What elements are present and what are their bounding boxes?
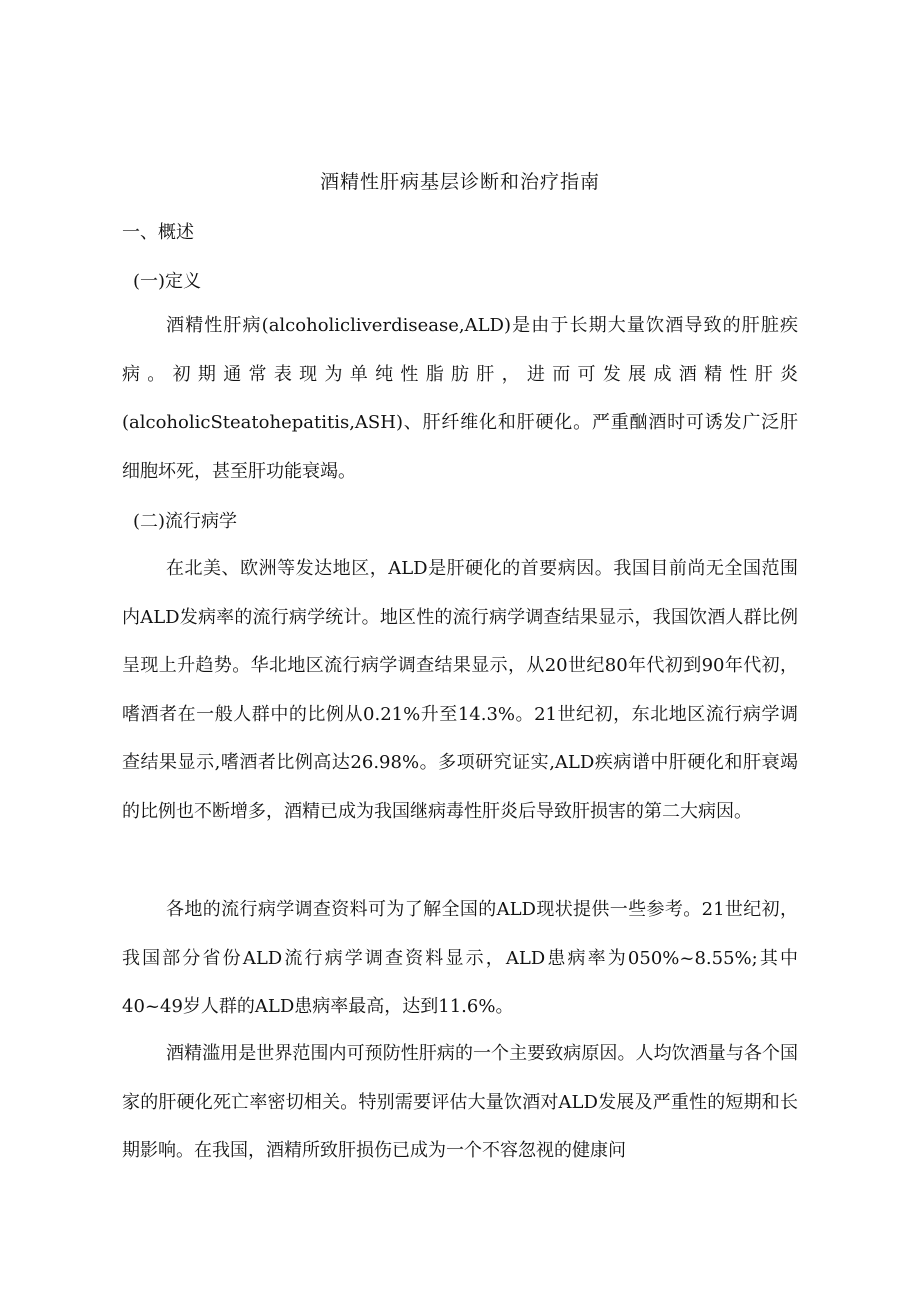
paragraph-epidemiology-1: 在北美、欧洲等发达地区，ALD是肝硬化的首要病因。我国目前尚无全国范围内ALD发病率的流行病学统计。地区性的流行病学调查结果显示，我国饮酒人群比例呈现上升趋势。华北地区流行病学调查结果显示，从20世纪80年代初到90年代初，嗜酒者在一般人群中的比例从0.21%升至14.3%。21世纪初，东北地区流行病学调查结果显示,嗜酒者比例高达26.98%。多项研究证实,ALD疾病谱中肝硬化和肝衰竭的比例也不断增多，酒精已成为我国继病毒性肝炎后导致肝损害的第二大病因。 — [122, 558, 798, 822]
section-heading-overview: 一、概述 — [122, 222, 194, 243]
subsection-heading-epidemiology: (二)流行病学 — [133, 511, 238, 532]
document-title: 酒精性肝病基层诊断和治疗指南 — [319, 171, 600, 193]
paragraph-definition: 酒精性肝病(alcoholicliverdisease,ALD)是由于长期大量饮酒导致的肝脏疾病。初期通常表现为单纯性脂肪肝，进而可发展成酒精性肝炎(alcoholicSteatohepatitis,ASH)、肝纤维化和肝硬化。严重酗酒时可诱发广泛肝细胞坏死，甚至肝功能衰竭。 — [122, 315, 798, 482]
paragraph-epidemiology-2: 各地的流行病学调查资料可为了解全国的ALD现状提供一些参考。21世纪初，我国部分省份ALD流行病学调查资料显示，ALD患病率为050%~8.55%;其中40~49岁人群的ALD患病率最高，达到11.6%。 — [122, 899, 798, 1017]
paragraph-epidemiology-3: 酒精滥用是世界范围内可预防性肝病的一个主要致病原因。人均饮酒量与各个国家的肝硬化死亡率密切相关。特别需要评估大量饮酒对ALD发展及严重性的短期和长期影响。在我国，酒精所致肝损伤已成为一个不容忽视的健康问 — [122, 1043, 798, 1161]
subsection-heading-definition: (一)定义 — [133, 271, 202, 292]
